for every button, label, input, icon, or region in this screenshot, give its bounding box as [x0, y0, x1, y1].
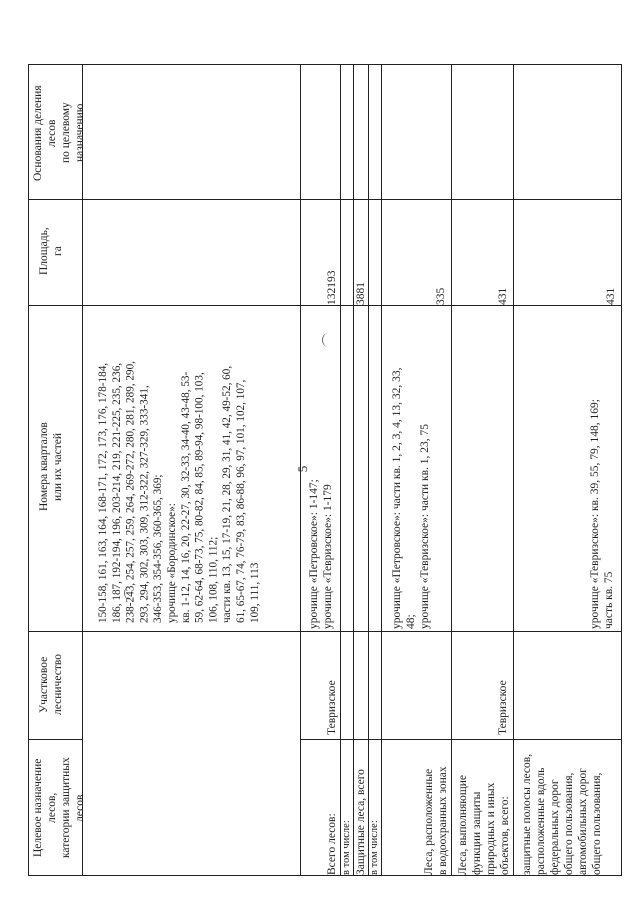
header-row: [29, 65, 86, 875]
protective-strips-row: [514, 65, 622, 875]
header-basis: Основания деления лесов по целевому назначению: [32, 85, 86, 181]
protective-purpose: Защитные леса, всего: [355, 769, 367, 875]
header-quarters: Номера кварталов или их частей: [38, 422, 64, 512]
field-separator: [29, 305, 621, 306]
protective-functions-row: [452, 65, 514, 875]
total-row: [301, 65, 341, 875]
functions-area: 431: [497, 287, 509, 305]
forest-purpose-table: [28, 64, 622, 876]
header-purpose: Целевое назначение лесов, категории защитных лесов: [32, 757, 86, 859]
strips-purpose: защитные полосы лесов, расположенные вдоль федеральных дорог общего пользования, автомобильных дорог общего пользования,: [521, 753, 603, 875]
field-separator: [301, 739, 622, 740]
including-label: в том числе:: [341, 820, 352, 875]
water-zone-quarters: урочище «Петровское»: части кв. 1, 2, 3, 4, 13, 32, 33, 48; урочище «Тевризское»: части кв. 1, 23, 75: [391, 367, 431, 629]
header-area: Площадь, га: [38, 227, 64, 275]
strips-area: 431: [605, 287, 617, 305]
including-row-1: [341, 65, 354, 875]
water-zone-area: 335: [435, 287, 447, 305]
total-forestry: Тевризское: [326, 680, 338, 735]
including-row-2: [369, 65, 382, 875]
quarters-continuation-text: 150-158, 161, 163, 164, 168-171, 172, 173, 176, 178-184, 186, 187, 192-194, 196, 203-214, 219, 221-225, 235, 236, 238-243, 254, 257, 259, 264, 269-272, 280, 281, 289, 290, 293, 294, 302, 303, 309, 312-322, 327-329, 333-341, 346-353, 354-356, 360-365, 369; урочище «Бородинское»: кв. 1-12, 14, 16, 20, 22-27, 30, 32-33, 34-40, 43-48, 53- 59, 62-64, 68-73, 75, 80-82, 84, 85, 89-94, 98-100, 103, 106, 108, 110, 112; части кв. 13, 15, 17-19, 21, 28, 29, 31, 41, 42, 49-52, 60, 61, 65-67, 74, 76-79, 83, 86-88, 96, 97, 101, 102, 107, 109, 111, 113: [97, 361, 261, 623]
page-number: 5: [295, 465, 310, 473]
total-purpose: Всего лесов:: [326, 813, 338, 875]
protective-row: [354, 65, 369, 875]
field-separator: [29, 739, 83, 740]
field-separator: [29, 199, 621, 200]
protective-area: 3881: [355, 282, 367, 305]
total-area: 132193: [326, 270, 338, 305]
water-zone-purpose: Леса, расположенные в водоохранных зонах: [423, 766, 449, 875]
total-quarters: урочище «Петровское»: 1-147; урочище «Тевризское»: 1-179: [308, 479, 334, 629]
water-zone-row: [382, 65, 452, 875]
strips-quarters: урочище «Тевризское»: кв. 39, 55, 79, 148, 169; часть кв. 75: [589, 399, 615, 629]
field-separator: [29, 631, 621, 632]
header-forestry: Участковое лесничество: [38, 654, 64, 716]
functions-purpose: Леса, выполняющие функции защиты природных и иных объектов, всего:: [457, 774, 511, 875]
functions-forestry: Тевризское: [497, 680, 509, 735]
including-label: в том числе:: [369, 820, 380, 875]
quarters-continuation-row: [83, 65, 301, 875]
